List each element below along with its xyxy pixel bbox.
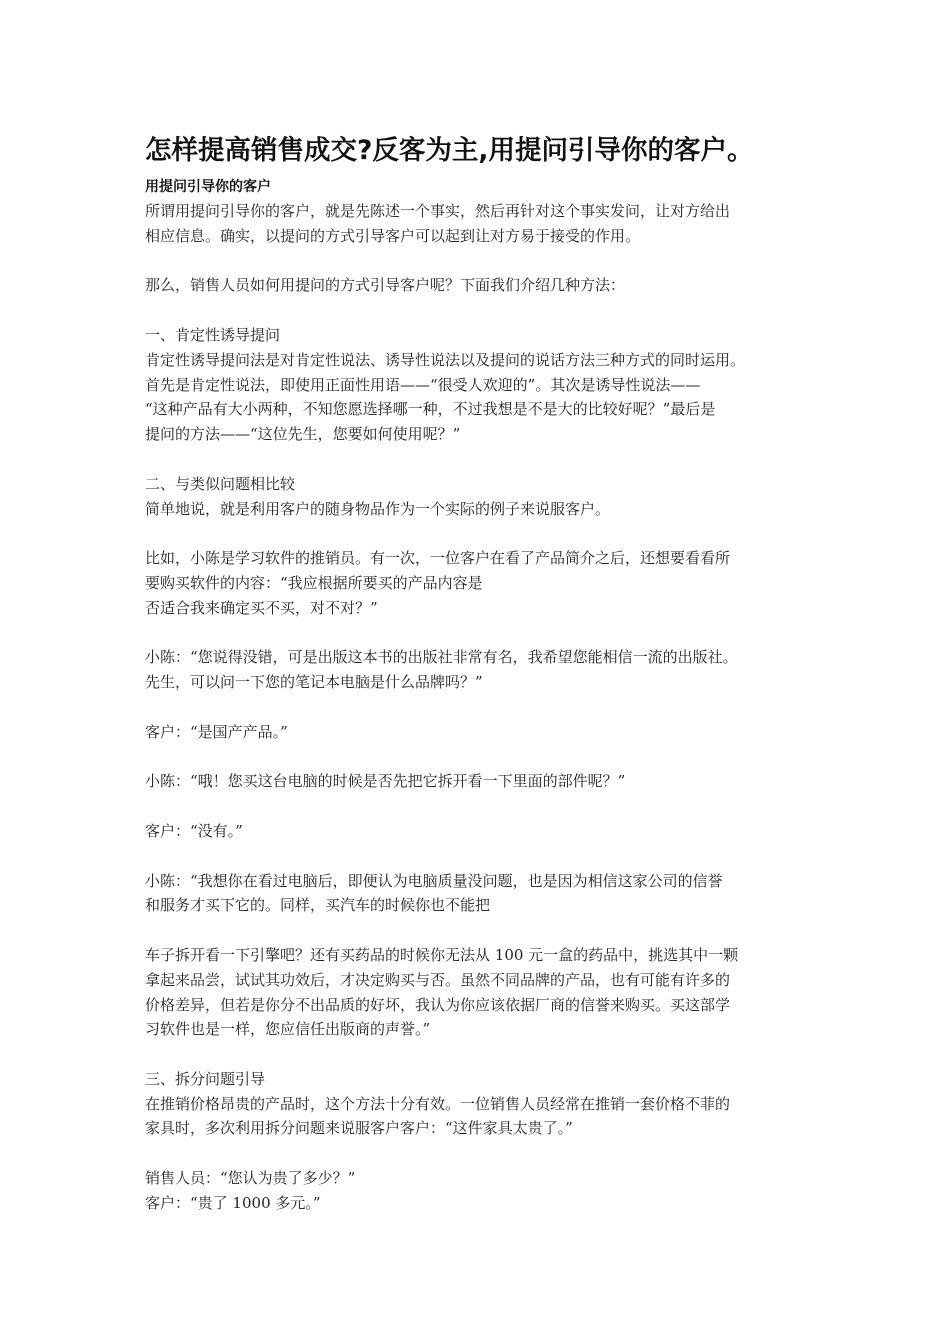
text-line: 客户：“是国产产品。”: [145, 722, 288, 741]
text-line: 价格差异，但若是你分不出品质的好坏，我认为你应该依据厂商的信誉来购买。买这部学: [145, 995, 731, 1014]
section-heading: 用提问引导你的客户: [145, 179, 271, 195]
text-line: “这种产品有大小两种，不知您愿选择哪一种，不过我想是不是大的比较好呢？”最后是: [145, 400, 716, 419]
text-line: 提问的方法——“这位先生，您要如何使用呢？”: [145, 425, 461, 444]
document-title: 怎样提高销售成交?反客为主,用提问引导你的客户。: [145, 135, 754, 166]
blank-line: [145, 621, 815, 646]
text-line: 二、与类似问题相比较: [145, 474, 296, 493]
text-line: 车子拆开看一下引擎吧？还有买药品的时候你无法从 100 元一盒的药品中，挑选其中一颗: [145, 945, 739, 964]
blank-line: [145, 1141, 815, 1166]
blank-line: [145, 794, 815, 819]
text-line: 相应信息。确实，以提问的方式引导客户可以起到让对方易于接受的作用。: [145, 226, 641, 245]
document-body: [145, 199, 815, 1216]
text-line: 小陈：“您说得没错，可是出版这本书的出版社非常有名，我希望您能相信一流的出版社。: [145, 648, 738, 667]
text-line: 所谓用提问引导你的客户，就是先陈述一个事实，然后再针对这个事实发问，让对方给出: [145, 202, 731, 220]
text-line: 在推销价格昂贵的产品时，这个方法十分有效。一位销售人员经常在推销一套价格不菲的: [145, 1094, 731, 1113]
text-line: 否适合我来确定买不买，对不对？”: [145, 598, 378, 617]
text-line: 销售人员：“您认为贵了多少？”: [145, 1169, 356, 1188]
text-line: 拿起来品尝，试试其功效后，才决定购买与否。虽然不同品牌的产品，也有可能有许多的: [145, 970, 731, 989]
text-line: 客户：“贵了 1000 多元。”: [145, 1193, 321, 1212]
blank-line: [145, 1042, 815, 1067]
text-line: 比如，小陈是学习软件的推销员。有一次，一位客户在看了产品简介之后，还想要看看所: [145, 549, 731, 568]
document-page: [145, 128, 815, 1216]
blank-line: [145, 298, 815, 323]
blank-line: [145, 521, 815, 546]
text-line: 和服务才买下它的。同样，买汽车的时候你也不能把: [145, 896, 491, 915]
text-line: 习软件也是一样，您应信任出版商的声誉。”: [145, 1020, 431, 1039]
text-line: 三、拆分问题引导: [145, 1069, 266, 1088]
blank-line: [145, 249, 815, 274]
blank-line: [145, 695, 815, 720]
text-line: 一、肯定性诱导提问: [145, 325, 281, 344]
text-line: 小陈：“哦！您买这台电脑的时候是否先把它拆开看一下里面的部件呢？”: [145, 772, 626, 791]
text-line: 小陈：“我想你在看过电脑后，即便认为电脑质量没问题，也是因为相信这家公司的信誉: [145, 871, 723, 890]
blank-line: [145, 447, 815, 472]
blank-line: [145, 745, 815, 770]
text-line: 家具时，多次利用拆分问题来说服客户客户：“这件家具太贵了。”: [145, 1119, 573, 1138]
blank-line: [145, 844, 815, 869]
text-line: 客户：“没有。”: [145, 821, 243, 840]
text-line: 简单地说，就是利用客户的随身物品作为一个实际的例子来说服客户。: [145, 499, 611, 518]
text-line: 首先是肯定性说法，即使用正面性用语——“很受人欢迎的”。其次是诱导性说法——: [145, 375, 701, 394]
text-line: 那么，销售人员如何用提问的方式引导客户呢？下面我们介绍几种方法：: [145, 276, 626, 295]
blank-line: [145, 918, 815, 943]
text-line: 要购买软件的内容：“我应根据所要买的产品内容是: [145, 573, 483, 592]
text-line: 先生，可以问一下您的笔记本电脑是什么品牌吗？”: [145, 673, 483, 692]
text-line: 肯定性诱导提问法是对肯定性说法、诱导性说法以及提问的说话方法三种方式的同时运用。: [145, 350, 746, 369]
